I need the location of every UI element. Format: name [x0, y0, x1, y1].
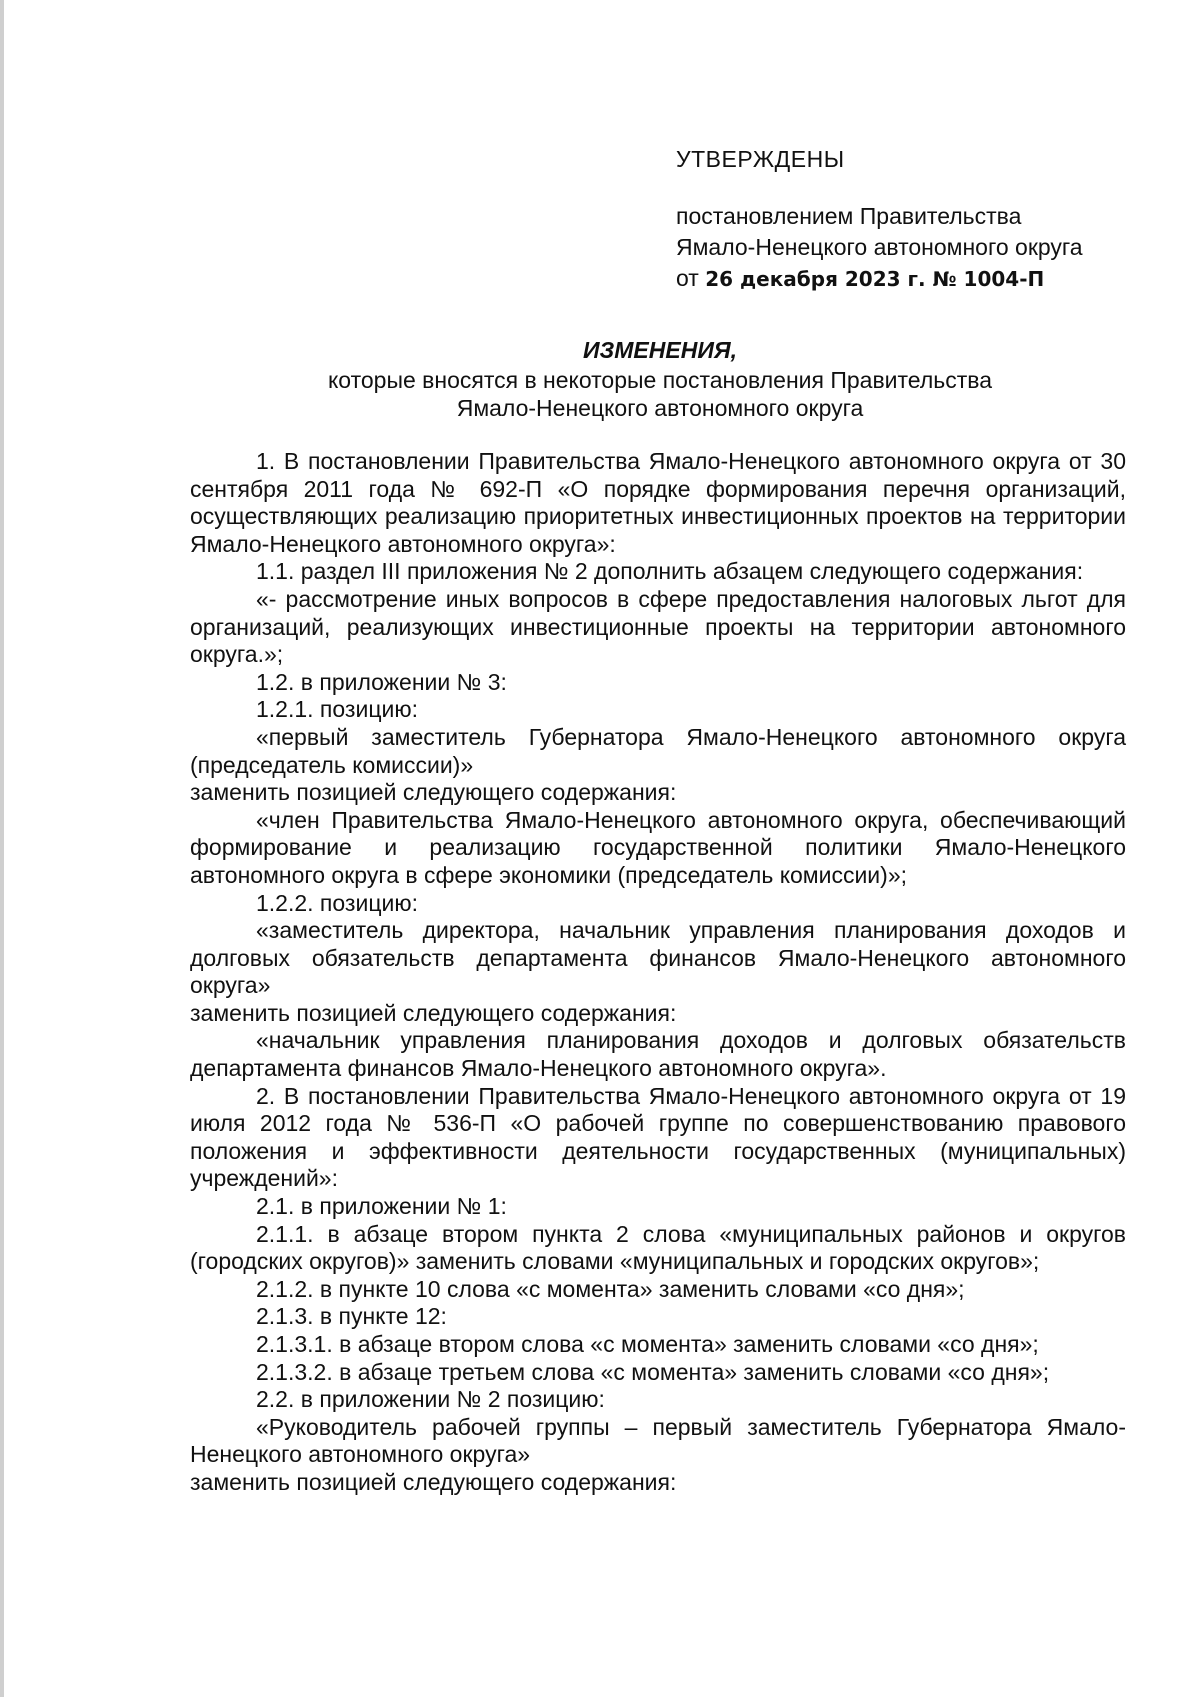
- document-body: [190, 448, 1126, 1497]
- approval-date-value: 26 декабря 2023 г. № 1004-П: [705, 267, 1045, 291]
- paragraph-1-2-2-old: «заместитель директора, начальник управления планирования доходов и долговых обязательств департамента финансов Ямало-Ненецкого автономного округа»: [190, 917, 1126, 999]
- paragraph-replace-3: заменить позицией следующего содержания:: [190, 1468, 677, 1495]
- paragraph-1-2: 1.2. в приложении № 3:: [256, 668, 507, 695]
- approval-stamp: УТВЕРЖДЕНЫ: [676, 146, 845, 172]
- paragraph-2-1-3: 2.1.3. в пункте 12:: [256, 1303, 447, 1330]
- document-heading: [190, 336, 1130, 422]
- approval-line-2: Ямало-Ненецкого автономного округа: [676, 234, 1083, 260]
- approval-date-prefix: от: [676, 265, 699, 291]
- paragraph-replace-2: заменить позицией следующего содержания:: [190, 999, 677, 1026]
- paragraph-2-2: 2.2. в приложении № 2 позицию:: [256, 1386, 605, 1413]
- paragraph-1-2-1-old: «первый заместитель Губернатора Ямало-Ненецкого автономного округа (председатель комиссии)»: [190, 723, 1126, 778]
- paragraph-1: 1. В постановлении Правительства Ямало-Ненецкого автономного округа от 30 сентября 2011 года № 692-П «О порядке формирования перечня организаций, осуществляющих реализацию приоритетных инвестиционных проектов на территории Ямало-Ненецкого автономного округа»:: [190, 448, 1126, 557]
- paragraph-1-2-1: 1.2.1. позицию:: [256, 696, 418, 723]
- paragraph-1-2-2-new: «начальник управления планирования доходов и долговых обязательств департамента финансов Ямало-Ненецкого автономного округа».: [190, 1027, 1126, 1082]
- approval-date-line: [676, 263, 1146, 295]
- paragraph-2-1-2: 2.1.2. в пункте 10 слова «с момента» заменить словами «со дня»;: [256, 1275, 965, 1302]
- document-subtitle-1: которые вносятся в некоторые постановления Правительства: [327, 367, 993, 393]
- paragraph-2-1-3-1: 2.1.3.1. в абзаце втором слова «с момента» заменить словами «со дня»;: [256, 1331, 1039, 1357]
- document-title: ИЗМЕНЕНИЯ,: [582, 337, 738, 363]
- paragraph-1-2-1-new: «член Правительства Ямало-Ненецкого автономного округа, обеспечивающий формирование и реализацию государственной политики Ямало-Ненецкого автономного округа в сфере экономики (председатель комиссии)»;: [190, 806, 1126, 888]
- paragraph-2-1-1: 2.1.1. в абзаце втором пункта 2 слова «муниципальных районов и округов (городских округов)» заменить словами «муниципальных и городских округов»;: [190, 1220, 1126, 1275]
- paragraph-1-2-2: 1.2.2. позицию:: [256, 889, 418, 916]
- paragraph-replace-1: заменить позицией следующего содержания:: [190, 779, 677, 806]
- paragraph-2-1-3-2: 2.1.3.2. в абзаце третьем слова «с момента» заменить словами «со дня»;: [256, 1358, 1050, 1385]
- paragraph-1-1: 1.1. раздел III приложения № 2 дополнить абзацем следующего содержания:: [256, 558, 1084, 585]
- approval-block: [676, 144, 1146, 295]
- paragraph-2: 2. В постановлении Правительства Ямало-Ненецкого автономного округа от 19 июля 2012 года № 536-П «О рабочей группе по совершенствованию правового положения и эффективности деятельности государственных (муниципальных) учреждений»:: [190, 1082, 1126, 1192]
- paragraph-2-1: 2.1. в приложении № 1:: [256, 1193, 507, 1220]
- approval-line-1: постановлением Правительства: [676, 203, 1022, 229]
- page-edge-shadow: [0, 0, 4, 1697]
- paragraph-1-1-quote: «- рассмотрение иных вопросов в сфере предоставления налоговых льгот для организаций, реализующих инвестиционные проекты на территории автономного округа.»;: [190, 585, 1126, 668]
- document-subtitle-2: Ямало-Ненецкого автономного округа: [456, 395, 864, 421]
- paragraph-2-2-old: «Руководитель рабочей группы – первый заместитель Губернатора Ямало-Ненецкого автономного округа»: [190, 1413, 1126, 1468]
